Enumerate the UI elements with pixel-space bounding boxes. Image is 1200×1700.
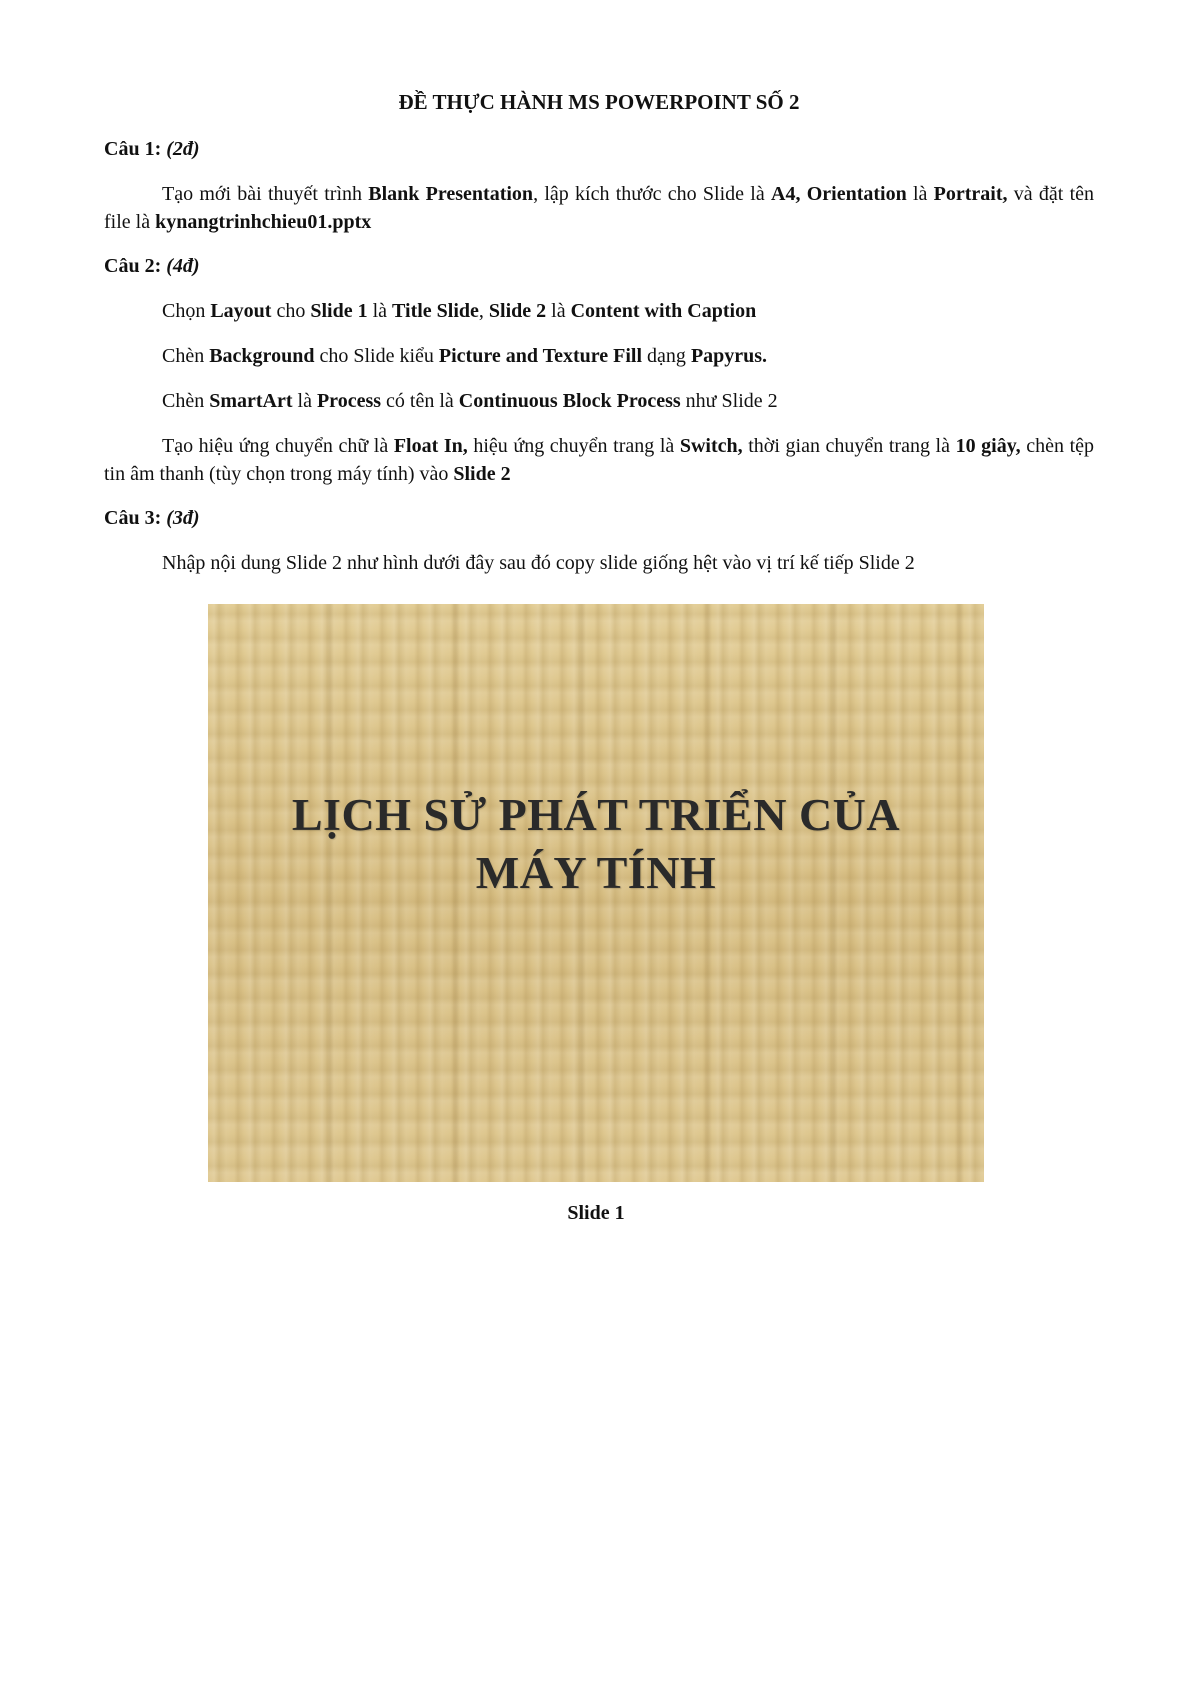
text-run: Chèn (162, 345, 210, 367)
bold-run: Switch, (679, 435, 743, 457)
question-2-line-3 (104, 387, 1094, 415)
slide-preview-papyrus (208, 604, 984, 1182)
bold-run: Slide 1 (310, 300, 368, 322)
bold-run: Portrait, (933, 183, 1008, 205)
text-run: dạng (642, 345, 691, 367)
question-2-line-1 (104, 297, 1094, 325)
bold-run: Title Slide (392, 300, 479, 322)
text-run: là (546, 300, 571, 322)
question-2-label: Câu 2: (104, 255, 162, 277)
text-run: Chèn (162, 390, 210, 412)
document-page (104, 88, 1094, 594)
question-1-text (104, 180, 1094, 236)
text-run: Tạo hiệu ứng chuyển chữ là (162, 435, 394, 457)
question-3-text: Nhập nội dung Slide 2 như hình dưới đây sau đó copy slide giống hệt vào vị trí kế tiếp Slide 2 (162, 552, 915, 574)
text-run: , (478, 300, 489, 322)
question-3-heading (104, 505, 1094, 531)
text-run: là (292, 390, 317, 412)
question-2-points: (4đ) (166, 255, 200, 277)
bold-run: Continuous Block Process (458, 390, 681, 412)
bold-run: Papyrus. (690, 345, 768, 367)
question-1-points: (2đ) (166, 138, 200, 160)
question-2-line-2 (104, 342, 1094, 370)
bold-run: Picture and Texture Fill (438, 345, 643, 367)
bold-run: kynangtrinhchieu01.pptx (155, 211, 372, 233)
text-run: Tạo mới bài thuyết trình (162, 183, 369, 205)
bold-run: Background (209, 345, 315, 367)
text-run: thời gian chuyển trang là (742, 435, 956, 457)
bold-run: Slide 2 (488, 300, 547, 322)
bold-run: Layout (210, 300, 272, 322)
question-2-heading (104, 253, 1094, 279)
slide-caption: Slide 1 (567, 1202, 625, 1224)
bold-run: SmartArt (209, 390, 293, 412)
text-run: như Slide 2 (680, 390, 778, 412)
bold-run: Content with Caption (570, 300, 757, 322)
bold-run: Process (316, 390, 382, 412)
slide-title-line-2: MÁY TÍNH (475, 847, 717, 898)
slide-title-line-1: LỊCH SỬ PHÁT TRIỂN CỦA (291, 789, 901, 840)
bold-run: 10 giây, (955, 435, 1021, 457)
bold-run: Blank Presentation (368, 183, 534, 205)
bold-run: A4, Orientation (771, 183, 907, 205)
text-run: có tên là (381, 390, 459, 412)
text-run: cho Slide kiểu (314, 345, 439, 367)
question-1-label: Câu 1: (104, 138, 162, 160)
question-2-line-4 (104, 432, 1094, 488)
text-run: , lập kích thước cho Slide là (533, 183, 771, 205)
text-run: là (906, 183, 934, 205)
bold-run: Float In, (393, 435, 468, 457)
bold-run: Slide 2 (453, 463, 511, 485)
text-run: Chọn (162, 300, 211, 322)
text-run: chèn tệp tin âm thanh (tùy chọn trong máy tính) vào (104, 435, 1095, 485)
question-3-label: Câu 3: (104, 507, 162, 529)
document-title: ĐỀ THỰC HÀNH MS POWERPOINT SỐ 2 (398, 90, 800, 114)
question-1-heading (104, 136, 1094, 162)
text-run: và đặt tên file là (104, 183, 1095, 233)
text-run: hiệu ứng chuyển trang là (467, 435, 680, 457)
question-3-points: (3đ) (166, 507, 200, 529)
slide-title (208, 786, 984, 902)
text-run: là (367, 300, 393, 322)
text-run: cho (271, 300, 311, 322)
